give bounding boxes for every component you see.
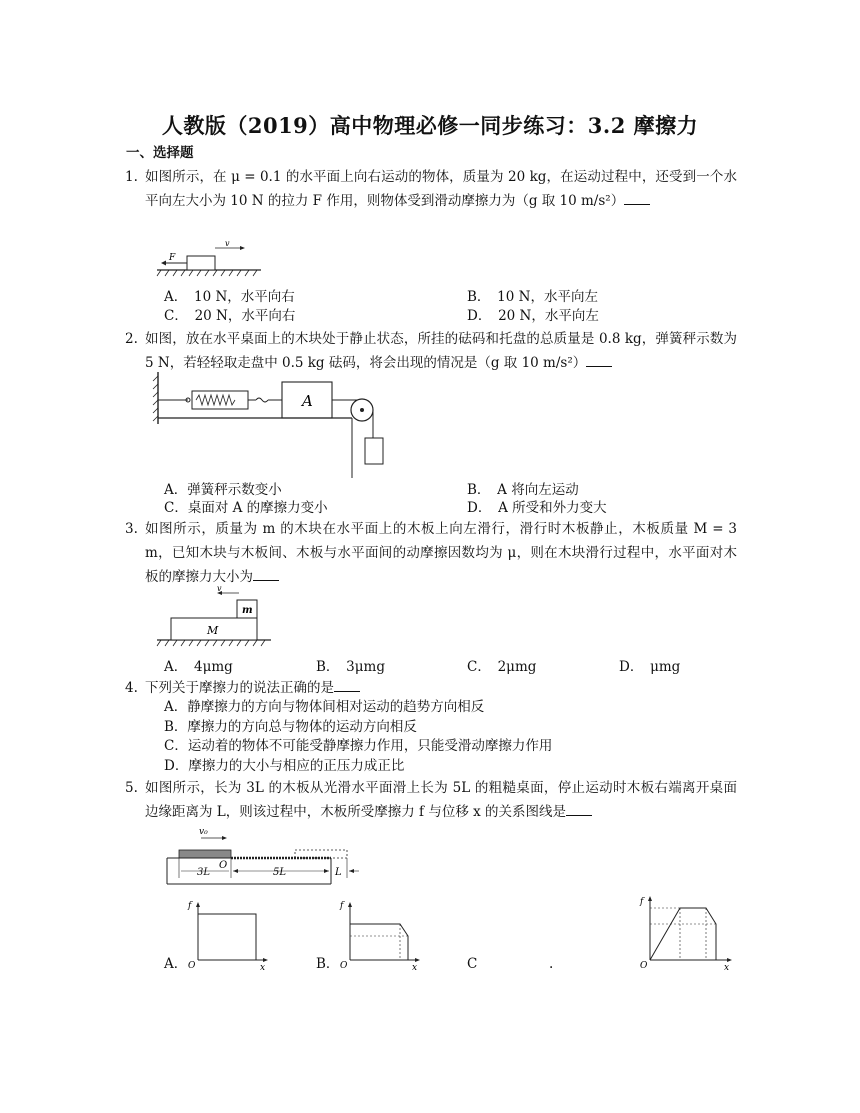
question-5 xyxy=(125,776,737,824)
graph-option-c xyxy=(638,892,734,972)
answer-blank xyxy=(624,190,650,205)
question-text: 下列关于摩擦力的说法正确的是 xyxy=(145,680,334,696)
question-4 xyxy=(125,676,737,700)
question-number: 5. xyxy=(125,780,138,796)
length-label-3L: 3L xyxy=(197,867,211,878)
option-4c[interactable]: C．运动着的物体不可能受静摩擦力作用，只能受滑动摩擦力作用 xyxy=(164,738,553,754)
option-2b[interactable]: B． A 将向左运动 xyxy=(467,482,579,498)
block-label-A: A xyxy=(302,392,313,410)
axis-origin-O: O xyxy=(340,961,348,971)
answer-blank xyxy=(334,677,360,692)
block-label-m: m xyxy=(242,605,253,616)
figure-block-on-board xyxy=(155,584,275,650)
question-text: 如图所示，长为 3L 的木板从光滑水平面滑上长为 5L 的粗糙桌面，停止运动时木板右端离开桌面边缘距离为 L，则该过程中，木板所受摩擦力 f 与位移 x 的关系图线是 xyxy=(145,780,737,820)
option-1b[interactable]: B． 10 N，水平向左 xyxy=(467,289,598,305)
graph-option-a xyxy=(186,898,270,972)
option-2d[interactable]: D． A 所受和外力变大 xyxy=(467,500,607,516)
axis-origin-O: O xyxy=(640,961,648,971)
question-2 xyxy=(125,327,737,375)
axis-origin-O: O xyxy=(188,961,196,971)
axis-label-f: f xyxy=(340,901,344,911)
axis-label-x: x xyxy=(260,963,266,972)
question-text: 如图所示，质量为 m 的木块在水平面上的木板上向左滑行，滑行时木板静止，木板质量 M = 3 m，已知木块与木板间、木板与水平面间的动摩擦因数均为 μ，则在木块滑行过程中，水平面对木板的摩擦力大小为 xyxy=(145,521,737,585)
option-5b[interactable]: B． xyxy=(316,956,340,972)
figure-board-on-desk xyxy=(163,824,383,890)
option-3d[interactable]: D． μmg xyxy=(619,659,681,675)
question-text: 如图，放在水平桌面上的木块处于静止状态，所挂的砝码和托盘的总质量是 0.8 kg，弹簧秤示数为 5 N，若轻轻取走盘中 0.5 kg 砝码，将会出现的情况是（g 取 10 m/s²） xyxy=(145,331,737,371)
axis-label-x: x xyxy=(412,963,418,972)
question-text: 如图所示，在 μ = 0.1 的水平面上向右运动的物体，质量为 20 kg，在运动过程中，还受到一个水平向左大小为 10 N 的拉力 F 作用，则物体受到滑动摩擦力为（g 取 10 m/s²） xyxy=(145,169,737,209)
option-4b[interactable]: B．摩擦力的方向总与物体的运动方向相反 xyxy=(164,719,417,735)
question-number: 4. xyxy=(125,680,138,696)
option-4a[interactable]: A．静摩擦力的方向与物体间相对运动的趋势方向相反 xyxy=(164,699,485,715)
answer-blank xyxy=(566,801,592,816)
velocity-label-v0: v₀ xyxy=(199,827,208,837)
origin-label-O: O xyxy=(219,860,228,871)
answer-blank xyxy=(586,352,612,367)
option-3b[interactable]: B． 3μmg xyxy=(316,659,385,675)
option-1c[interactable]: C． 20 N，水平向右 xyxy=(164,308,296,324)
axis-label-f: f xyxy=(640,897,644,907)
figure-block-pulled xyxy=(155,238,265,278)
axis-label-x: x xyxy=(724,963,730,972)
question-3 xyxy=(125,517,737,589)
option-5c[interactable]: C xyxy=(467,956,478,972)
axis-label-f: f xyxy=(188,901,192,911)
option-3c[interactable]: C． 2μmg xyxy=(467,659,537,675)
option-2a[interactable]: A．弹簧秤示数变小 xyxy=(164,482,282,498)
page-title: 人教版（2019）高中物理必修一同步练习：3.2 摩擦力 xyxy=(161,113,699,138)
option-3a[interactable]: A． 4μmg xyxy=(164,659,233,675)
option-2c[interactable]: C．桌面对 A 的摩擦力变小 xyxy=(164,500,328,516)
option-1d[interactable]: D． 20 N，水平向左 xyxy=(467,308,599,324)
graph-option-b xyxy=(338,898,422,972)
question-1 xyxy=(125,165,737,213)
length-label-5L: 5L xyxy=(273,867,287,878)
question-number: 1. xyxy=(125,169,138,185)
board-label-M: M xyxy=(207,624,219,637)
option-4d[interactable]: D．摩擦力的大小与相应的正压力成正比 xyxy=(164,758,405,774)
section-heading: 一、选择题 xyxy=(126,145,194,161)
length-label-L: L xyxy=(335,867,342,878)
option-5c-period: . xyxy=(549,956,554,972)
answer-blank xyxy=(253,566,279,581)
force-label-F: F xyxy=(169,253,176,263)
velocity-label-v: v xyxy=(225,239,230,248)
option-5a[interactable]: A． xyxy=(164,956,188,972)
option-1a[interactable]: A． 10 N，水平向右 xyxy=(164,289,295,305)
question-number: 3. xyxy=(125,521,138,537)
question-number: 2. xyxy=(125,331,138,347)
figure-spring-scale-block xyxy=(152,370,392,480)
velocity-label-v: v xyxy=(217,584,222,593)
